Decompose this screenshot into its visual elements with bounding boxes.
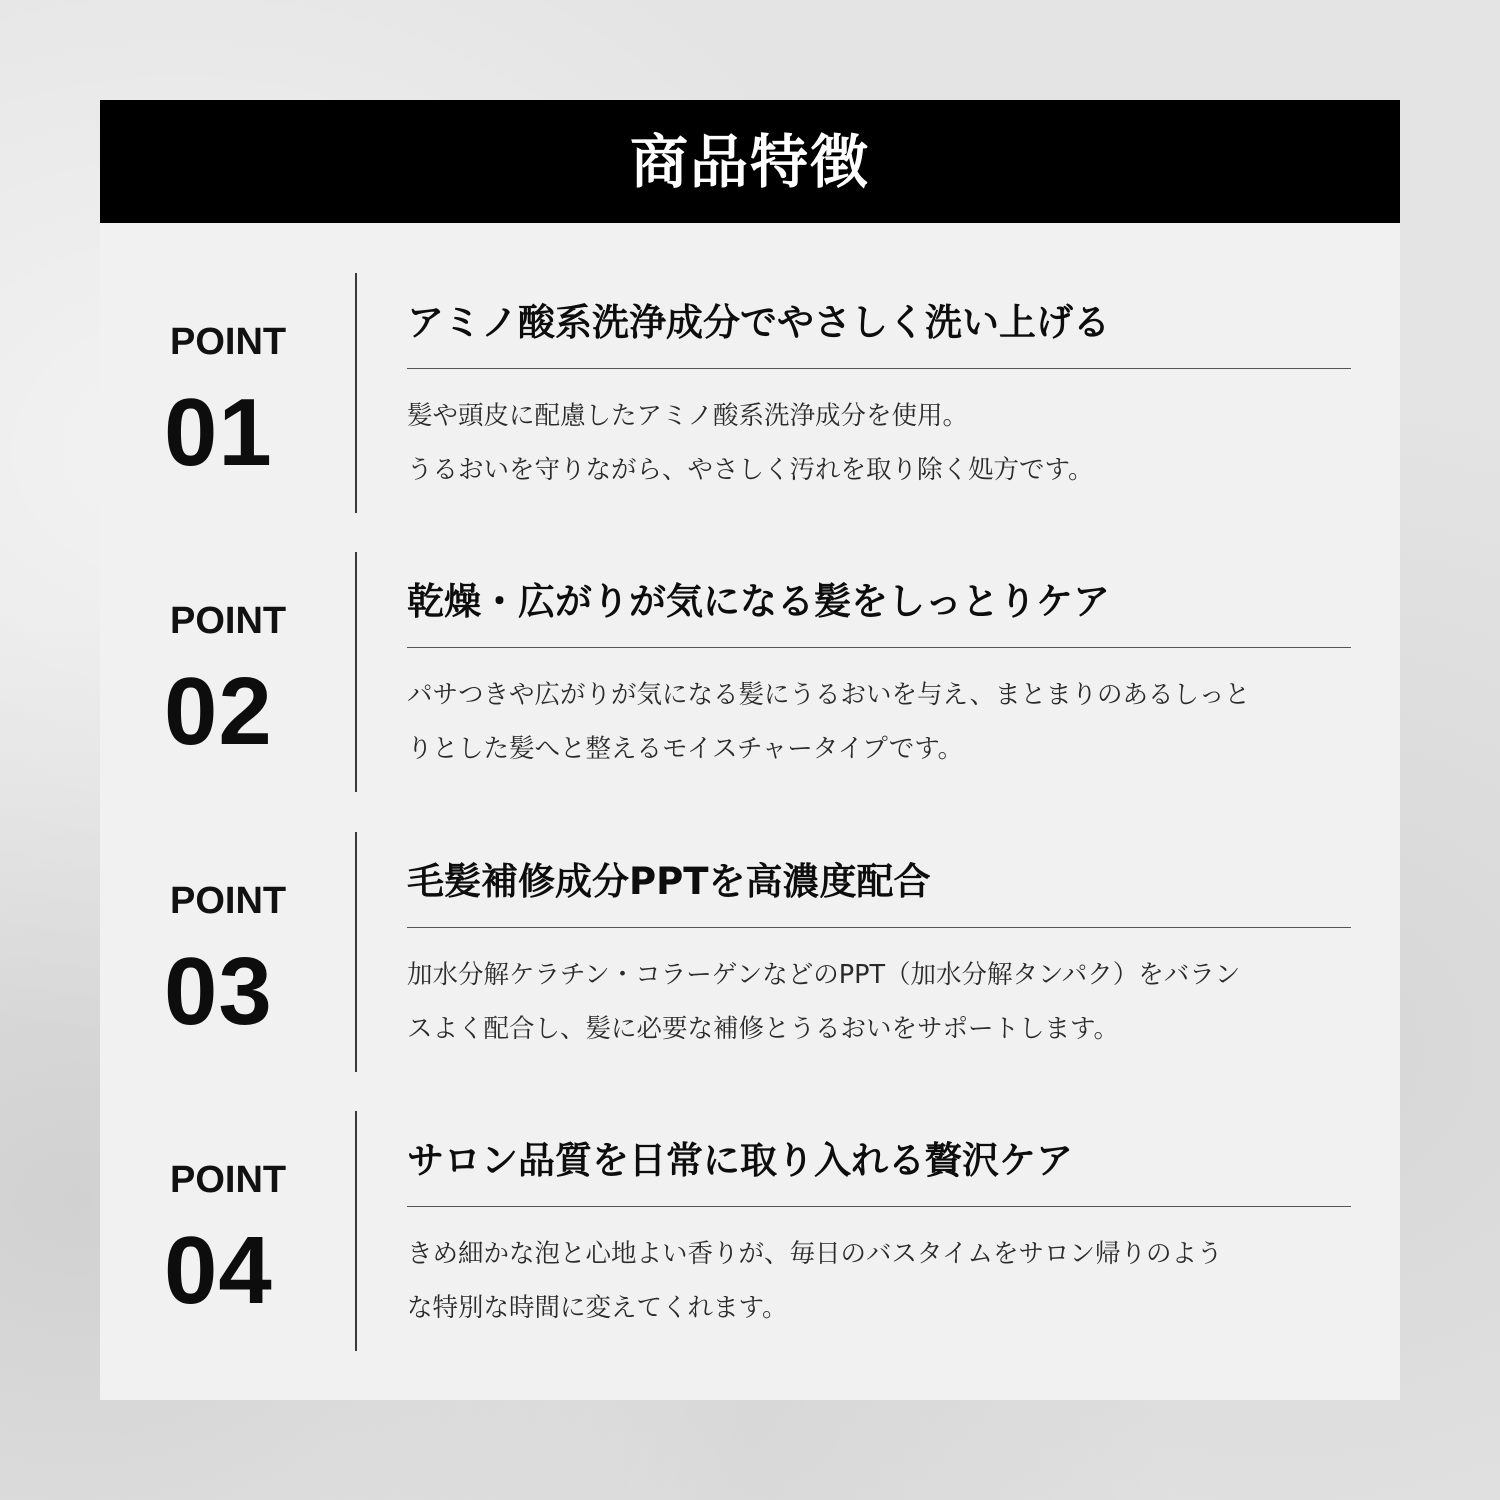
point-label: POINT	[170, 1159, 287, 1201]
point-number: 01	[164, 379, 273, 486]
description-line: りとした髪へと整えるモイスチャータイプです。	[407, 734, 964, 764]
header-bar	[100, 100, 1400, 223]
description-line: な特別な時間に変えてくれます。	[407, 1293, 788, 1323]
point-description	[407, 668, 1355, 776]
point-heading: サロン品質を日常に取り入れる贅沢ケア	[407, 1139, 1073, 1182]
description-line: パサつきや広がりが気になる髪にうるおいを与え、まとまりのあるしっと	[407, 680, 1251, 710]
description-line: 加水分解ケラチン・コラーゲンなどのPPT（加水分解タンパク）をバラン	[407, 960, 1241, 990]
point-item-04	[100, 1111, 1400, 1351]
point-description	[407, 948, 1355, 1056]
description-line: きめ細かな泡と心地よい香りが、毎日のバスタイムをサロン帰りのよう	[407, 1239, 1223, 1269]
description-line: 髪や頭皮に配慮したアミノ酸系洗浄成分を使用。	[407, 401, 969, 431]
point-item-01	[100, 273, 1400, 513]
vertical-divider	[355, 273, 357, 513]
point-label: POINT	[170, 600, 287, 642]
point-description	[407, 389, 1355, 497]
features-panel	[100, 100, 1400, 1400]
horizontal-divider	[407, 1206, 1351, 1207]
point-description	[407, 1227, 1355, 1335]
point-number: 03	[164, 938, 273, 1045]
description-line: スよく配合し、髪に必要な補修とうるおいをサポートします。	[407, 1014, 1119, 1044]
vertical-divider	[355, 832, 357, 1072]
point-item-02	[100, 552, 1400, 792]
point-item-03	[100, 832, 1400, 1072]
point-heading: 毛髪補修成分PPTを高濃度配合	[407, 860, 931, 903]
vertical-divider	[355, 552, 357, 792]
horizontal-divider	[407, 368, 1351, 369]
point-label: POINT	[170, 880, 287, 922]
page-title: 商品特徴	[629, 127, 870, 196]
point-label: POINT	[170, 321, 287, 363]
description-line: うるおいを守りながら、やさしく汚れを取り除く処方です。	[407, 455, 1094, 485]
point-number: 02	[164, 658, 273, 765]
horizontal-divider	[407, 647, 1351, 648]
vertical-divider	[355, 1111, 357, 1351]
horizontal-divider	[407, 927, 1351, 928]
point-number: 04	[164, 1217, 273, 1324]
point-heading: 乾燥・広がりが気になる髪をしっとりケア	[407, 580, 1110, 623]
point-heading: アミノ酸系洗浄成分でやさしく洗い上げる	[407, 301, 1110, 344]
